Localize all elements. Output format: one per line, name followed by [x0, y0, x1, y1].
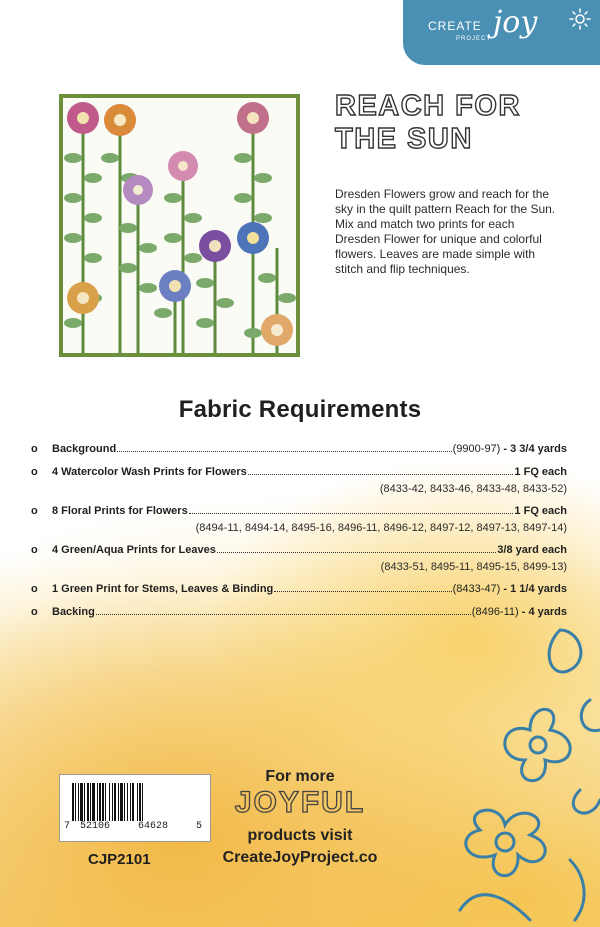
promo-url: CreateJoyProject.co — [222, 849, 378, 866]
promo-line-1: For more — [265, 768, 335, 785]
bullet-icon: o — [31, 583, 38, 595]
logo-joy-text: joy — [493, 5, 538, 40]
title-line-1: REACH FOR — [335, 90, 521, 122]
pattern-title — [335, 90, 521, 156]
bullet-icon: o — [31, 606, 38, 618]
dot-leader — [217, 552, 496, 553]
dot-leader — [274, 591, 451, 592]
requirement-name: 4 Watercolor Wash Prints for Flowers — [52, 466, 247, 478]
requirement-name: 4 Green/Aqua Prints for Leaves — [52, 544, 216, 556]
barcode-group-right: 64628 — [138, 821, 169, 832]
requirement-amount: (8433-47) - 1 1/4 yards — [452, 583, 567, 595]
dot-leader — [189, 513, 514, 514]
fabric-requirements-heading: Fabric Requirements — [178, 396, 422, 423]
requirement-name: Backing — [52, 606, 95, 618]
promo-joyful: JOYFUL — [234, 786, 366, 819]
requirement-amount: (8496-11) - 4 yards — [471, 606, 567, 618]
logo-create-text: CREATE — [428, 19, 482, 33]
requirement-amount: (9900-97) - 3 3/4 yards — [452, 443, 567, 455]
title-line-2: THE SUN — [335, 123, 473, 155]
promo-line-2: products visit — [247, 827, 353, 844]
dot-leader — [248, 474, 514, 475]
bullet-icon: o — [31, 466, 38, 478]
barcode-digit-last: 5 — [196, 821, 203, 832]
bullet-icon: o — [31, 544, 38, 556]
dot-leader — [117, 451, 451, 452]
dot-leader — [96, 614, 471, 615]
requirement-name: 8 Floral Prints for Flowers — [52, 505, 188, 517]
requirement-item — [31, 544, 567, 583]
requirement-detail: (8433-51, 8495-11, 8495-15, 8499-13) — [380, 561, 567, 573]
fabric-requirements-list — [31, 443, 567, 621]
product-sku: CJP2101 — [88, 851, 151, 868]
requirement-amount: 3/8 yard each — [497, 544, 567, 556]
requirement-detail: (8494-11, 8494-14, 8495-16, 8496-11, 8496-12, 8497-12, 8497-13, 8497-14) — [195, 522, 567, 534]
requirement-detail: (8433-42, 8433-46, 8433-48, 8433-52) — [379, 483, 567, 495]
logo-project-text: PROJECT — [456, 36, 492, 42]
brand-logo — [403, 0, 600, 65]
requirement-item — [31, 505, 567, 544]
requirement-item — [31, 443, 567, 466]
requirement-name: 1 Green Print for Stems, Leaves & Binding — [52, 583, 274, 595]
bullet-icon: o — [31, 505, 38, 517]
pattern-description: Dresden Flowers grow and reach for the sky in the quilt pattern Reach for the Sun. Mix and match two prints for each Dresden Flower for unique and colorful flowers. Leaves are made simple with stitch and flip techniques. — [335, 187, 556, 276]
barcode-digit-first: 7 — [64, 821, 71, 832]
requirement-name: Background — [52, 443, 117, 455]
quilt-image — [59, 94, 300, 357]
requirement-amount: 1 FQ each — [514, 466, 567, 478]
barcode-group-left: 52106 — [80, 821, 111, 832]
requirement-item — [31, 583, 567, 606]
quilt-illustration — [63, 98, 296, 353]
sun-icon — [569, 8, 591, 30]
bullet-icon: o — [31, 443, 38, 455]
requirement-item — [31, 466, 567, 505]
requirement-amount: 1 FQ each — [514, 505, 567, 517]
